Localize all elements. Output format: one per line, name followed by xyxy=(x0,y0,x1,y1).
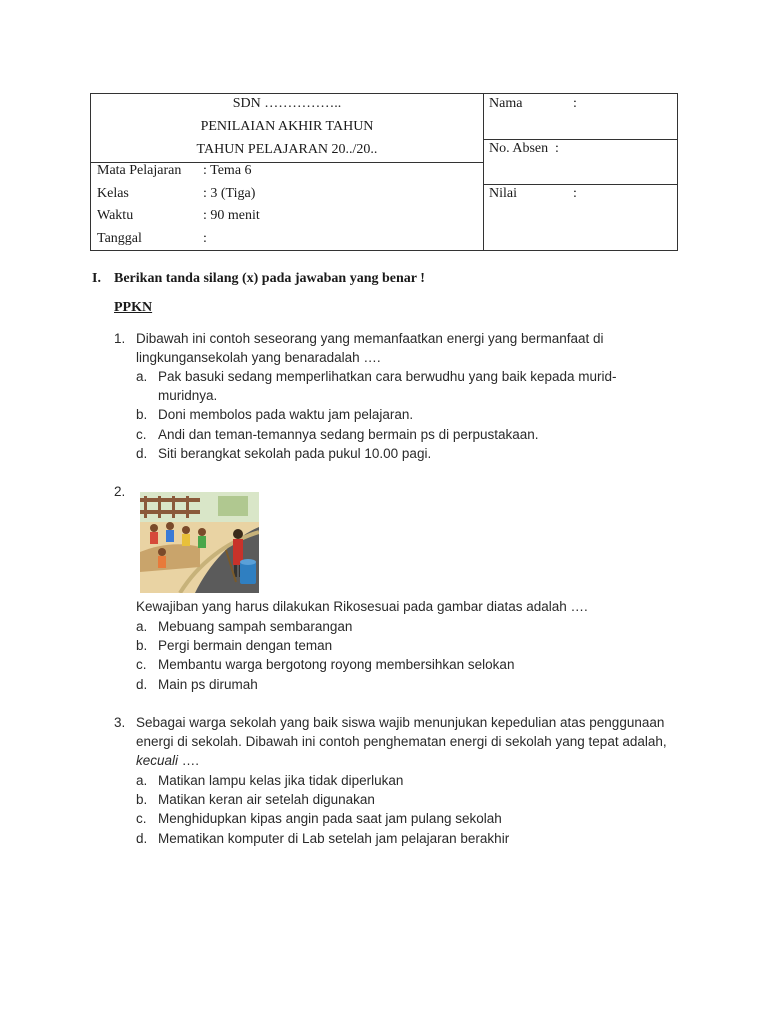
name-field[interactable] xyxy=(483,94,677,140)
option-letter[interactable]: b. xyxy=(136,792,148,807)
absen-field[interactable] xyxy=(483,139,677,185)
option-text[interactable]: Mebuang sampah sembarangan xyxy=(158,619,353,634)
question-text: Kewajiban yang harus dilakukan Rikosesuai pada gambar diatas adalah …. xyxy=(136,599,588,614)
header-right-panel xyxy=(483,94,677,250)
exam-title: PENILAIAN AKHIR TAHUN xyxy=(200,119,374,134)
illus-fence xyxy=(140,498,200,502)
score-label: Nilai xyxy=(489,186,517,201)
info-value: : Tema 6 xyxy=(203,163,252,178)
option-text[interactable]: Doni membolos pada waktu jam pelajaran. xyxy=(158,407,414,422)
illus-tree xyxy=(218,496,248,516)
section-number: I. xyxy=(92,271,101,286)
option-text[interactable]: Matikan keran air setelah digunakan xyxy=(158,792,375,807)
question-number: 3. xyxy=(114,715,126,730)
community-cleanup-illustration xyxy=(140,492,259,593)
illus-fence-2 xyxy=(140,510,200,514)
option-letter[interactable]: d. xyxy=(136,831,148,846)
option-text[interactable]: Siti berangkat sekolah pada pukul 10.00 pagi. xyxy=(158,446,432,461)
section-instruction: Berikan tanda silang (x) pada jawaban yang benar ! xyxy=(114,271,425,286)
option-letter[interactable]: d. xyxy=(136,446,148,461)
absen-colon: : xyxy=(555,141,559,156)
header-title-block xyxy=(91,94,483,163)
info-value: : xyxy=(203,231,207,246)
info-label: Waktu xyxy=(97,208,134,223)
option-text[interactable]: Main ps dirumah xyxy=(158,677,258,692)
option-text[interactable]: Pergi bermain dengan teman xyxy=(158,638,333,653)
question-text-line xyxy=(136,753,199,768)
option-letter[interactable]: a. xyxy=(136,619,148,634)
option-text[interactable]: Matikan lampu kelas jika tidak diperlukan xyxy=(158,773,404,788)
question-text: Sebagai warga sekolah yang baik siswa wajib menunjukan kepedulian atas penggunaan xyxy=(136,715,665,730)
header-table xyxy=(90,93,678,251)
info-label: Mata Pelajaran xyxy=(97,163,182,178)
question-number: 2. xyxy=(114,484,126,499)
school-name: SDN …………….. xyxy=(232,96,342,111)
option-text[interactable]: Menghidupkan kipas angin pada saat jam pulang sekolah xyxy=(158,811,502,826)
option-text[interactable]: muridnya. xyxy=(158,388,218,403)
option-text[interactable]: Membantu warga bergotong royong membersihkan selokan xyxy=(158,657,515,672)
score-field[interactable] xyxy=(483,184,677,250)
name-colon: : xyxy=(573,96,577,111)
question-ellipsis: …. xyxy=(181,753,200,768)
info-label: Tanggal xyxy=(97,231,142,246)
option-text[interactable]: Mematikan komputer di Lab setelah jam pelajaran berakhir xyxy=(158,831,510,846)
name-label: Nama xyxy=(489,96,523,111)
emphasis-word: kecuali xyxy=(136,753,179,768)
option-letter[interactable]: c. xyxy=(136,427,147,442)
illus-bucket-top xyxy=(240,559,256,565)
header-left-panel xyxy=(91,94,484,250)
question-number: 1. xyxy=(114,331,126,346)
option-letter[interactable]: b. xyxy=(136,638,148,653)
info-value: : 90 menit xyxy=(203,208,260,223)
illus-bucket xyxy=(240,562,256,584)
subject-heading: PPKN xyxy=(114,300,153,315)
option-letter[interactable]: a. xyxy=(136,369,148,384)
question-text: Dibawah ini contoh seseorang yang memanfaatkan energi yang bermanfaat di xyxy=(136,331,604,346)
option-text[interactable]: Pak basuki sedang memperlihatkan cara berwudhu yang baik kepada murid- xyxy=(158,369,617,384)
score-colon: : xyxy=(573,186,577,201)
option-letter[interactable]: c. xyxy=(136,657,147,672)
option-letter[interactable]: c. xyxy=(136,811,147,826)
option-text[interactable]: Andi dan teman-temannya sedang bermain ps di perpustakaan. xyxy=(158,427,539,442)
academic-year: TAHUN PELAJARAN 20../20.. xyxy=(196,142,378,157)
option-letter[interactable]: b. xyxy=(136,407,148,422)
option-letter[interactable]: a. xyxy=(136,773,148,788)
question-text: lingkungansekolah yang benaradalah …. xyxy=(136,350,381,365)
info-label: Kelas xyxy=(97,186,129,201)
absen-label: No. Absen xyxy=(489,141,549,156)
question-text: energi di sekolah. Dibawah ini contoh penghematan energi di sekolah yang tepat adalah, xyxy=(136,734,667,749)
option-letter[interactable]: d. xyxy=(136,677,148,692)
info-value: : 3 (Tiga) xyxy=(203,186,256,201)
